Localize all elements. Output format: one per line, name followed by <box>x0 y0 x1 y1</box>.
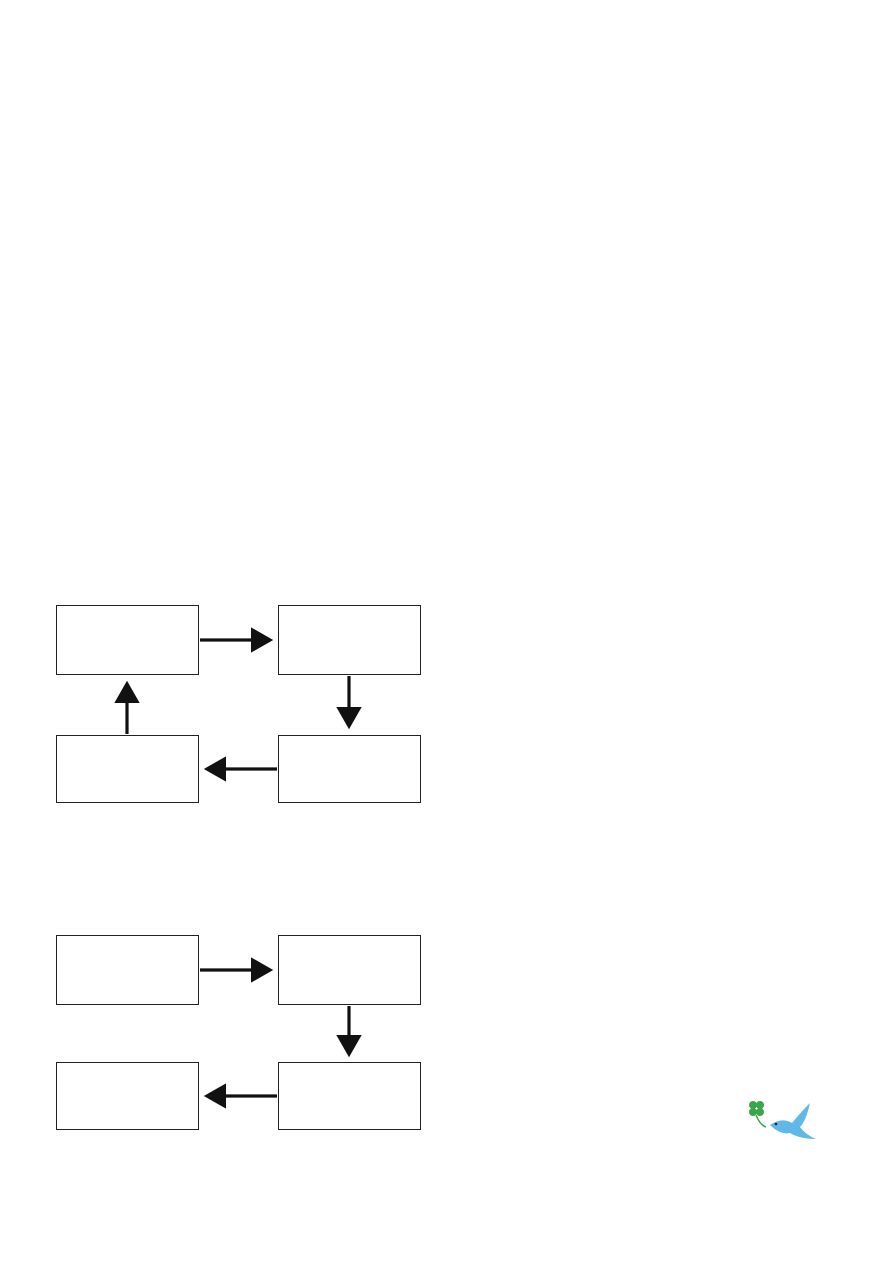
bottom-decoration-band <box>0 1190 893 1250</box>
recovery-section <box>463 900 843 926</box>
bird-with-clover-icon <box>740 1095 820 1145</box>
recovery-spacer <box>463 900 843 926</box>
